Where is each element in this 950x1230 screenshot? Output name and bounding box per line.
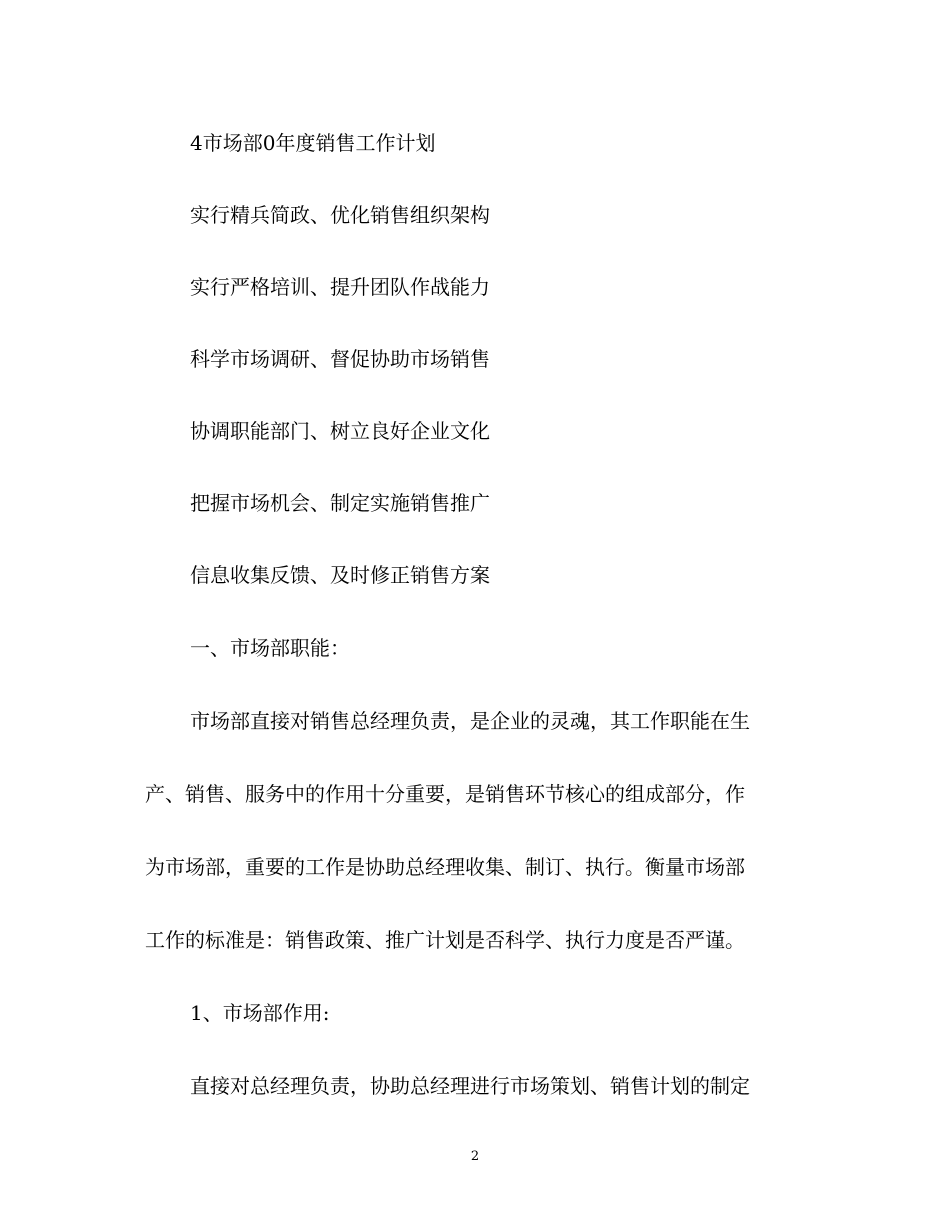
section-heading: 一、市场部职能：: [190, 636, 350, 660]
list-item: 实行严格培训、提升团队作战能力: [190, 275, 490, 299]
subsection-heading: 1、市场部作用:: [190, 1001, 330, 1025]
page-number: 2: [470, 1149, 480, 1164]
document-title: 4市场部0年度销售工作计划: [190, 131, 436, 155]
paragraph-line: 直接对总经理负责，协助总经理进行市场策划、销售计划的制定: [190, 1074, 750, 1098]
paragraph-line: 为市场部，重要的工作是协助总经理收集、制订、执行。衡量市场部: [145, 855, 745, 879]
list-item: 信息收集反馈、及时修正销售方案: [190, 563, 490, 587]
list-item: 科学市场调研、督促协助市场销售: [190, 347, 490, 371]
paragraph-line: 产、销售、服务中的作用十分重要，是销售环节核心的组成部分，作: [145, 782, 745, 806]
list-item: 协调职能部门、树立良好企业文化: [190, 419, 490, 443]
paragraph-line: 市场部直接对销售总经理负责，是企业的灵魂，其工作职能在生: [190, 709, 750, 733]
list-item: 实行精兵简政、优化销售组织架构: [190, 203, 490, 227]
paragraph-line: 工作的标准是：销售政策、推广计划是否科学、执行力度是否严谨。: [145, 928, 745, 952]
list-item: 把握市场机会、制定实施销售推广: [190, 491, 490, 515]
